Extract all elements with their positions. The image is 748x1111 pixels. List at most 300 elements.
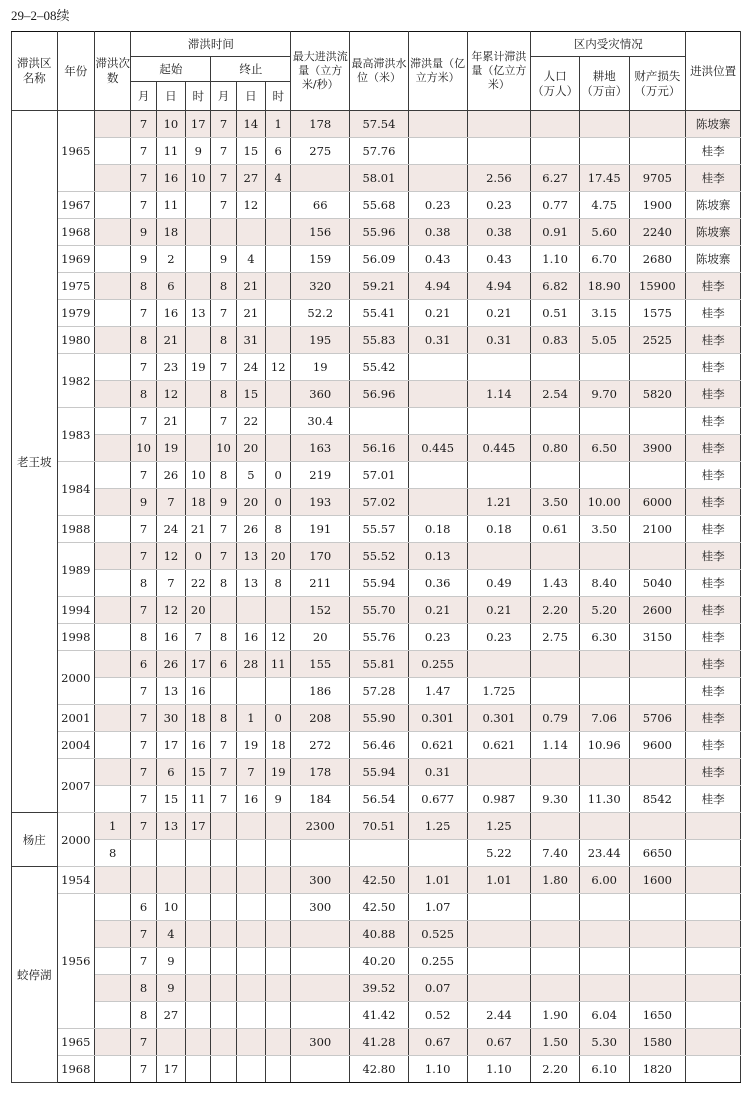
start-hour-cell [186, 435, 211, 462]
year-cell: 1979 [57, 300, 94, 327]
table-row [12, 678, 741, 705]
affected-population-cell: 1.14 [531, 732, 580, 759]
end-hour-cell [266, 597, 291, 624]
affected-farmland-cell: 6.30 [579, 624, 629, 651]
property-loss-cell [629, 138, 686, 165]
affected-farmland-cell [579, 678, 629, 705]
end-month-cell [211, 1056, 236, 1083]
property-loss-cell: 1580 [629, 1029, 686, 1056]
detention-volume-cell [408, 165, 467, 192]
inlet-location-cell [686, 894, 741, 921]
table-row [12, 894, 741, 921]
start-month-cell: 7 [131, 543, 156, 570]
end-hour-cell [266, 1056, 291, 1083]
flood-count-cell [95, 543, 131, 570]
detention-volume-cell: 0.43 [408, 246, 467, 273]
max-level-cell: 56.46 [350, 732, 409, 759]
end-day-cell: 21 [236, 273, 265, 300]
year-cell: 1965 [57, 1029, 94, 1056]
region-name: 老王坡 [12, 111, 58, 813]
property-loss-cell: 5040 [629, 570, 686, 597]
affected-farmland-cell [579, 408, 629, 435]
annual-volume-cell: 0.301 [467, 705, 531, 732]
property-loss-cell: 1600 [629, 867, 686, 894]
start-hour-cell [186, 1029, 211, 1056]
detention-volume-cell: 0.255 [408, 948, 467, 975]
start-month-cell: 7 [131, 165, 156, 192]
affected-farmland-cell [579, 651, 629, 678]
detention-volume-cell: 0.525 [408, 921, 467, 948]
start-month-cell: 6 [131, 651, 156, 678]
start-hour-cell [186, 408, 211, 435]
end-day-cell: 15 [236, 381, 265, 408]
start-month-cell: 8 [131, 624, 156, 651]
end-month-cell: 8 [211, 381, 236, 408]
start-day-cell: 10 [156, 894, 185, 921]
start-day-cell: 18 [156, 219, 185, 246]
end-hour-cell [266, 894, 291, 921]
affected-farmland-cell [579, 813, 629, 840]
start-month-cell [131, 840, 156, 867]
inlet-location-cell: 桂李 [686, 732, 741, 759]
inlet-location-cell: 陈坡寨 [686, 246, 741, 273]
annual-volume-cell [467, 921, 531, 948]
header-population-unit: （万人） [532, 83, 579, 98]
end-day-cell: 16 [236, 624, 265, 651]
year-cell: 1954 [57, 867, 94, 894]
affected-population-cell: 0.51 [531, 300, 580, 327]
affected-population-cell: 2.20 [531, 1056, 580, 1083]
affected-population-cell [531, 354, 580, 381]
flood-count-cell [95, 975, 131, 1002]
end-hour-cell [266, 192, 291, 219]
header-max-level: 最高滞洪水位（米） [350, 32, 409, 111]
end-hour-cell: 0 [266, 705, 291, 732]
affected-farmland-cell [579, 138, 629, 165]
max-inflow-cell: 178 [291, 759, 350, 786]
annual-volume-cell: 0.987 [467, 786, 531, 813]
year-cell: 2000 [57, 651, 94, 705]
end-month-cell: 7 [211, 543, 236, 570]
end-hour-cell [266, 435, 291, 462]
start-hour-cell: 18 [186, 489, 211, 516]
max-level-cell: 56.09 [350, 246, 409, 273]
start-day-cell: 11 [156, 138, 185, 165]
max-inflow-cell: 155 [291, 651, 350, 678]
table-row [12, 921, 741, 948]
annual-volume-cell [467, 543, 531, 570]
affected-population-cell [531, 138, 580, 165]
affected-population-cell [531, 408, 580, 435]
start-hour-cell: 17 [186, 111, 211, 138]
affected-population-cell: 1.90 [531, 1002, 580, 1029]
start-month-cell: 7 [131, 516, 156, 543]
end-hour-cell [266, 381, 291, 408]
end-hour-cell [266, 975, 291, 1002]
max-inflow-cell: 184 [291, 786, 350, 813]
start-day-cell: 23 [156, 354, 185, 381]
start-month-cell: 7 [131, 786, 156, 813]
end-day-cell [236, 867, 265, 894]
property-loss-cell: 1900 [629, 192, 686, 219]
annual-volume-cell: 0.31 [467, 327, 531, 354]
affected-population-cell: 6.82 [531, 273, 580, 300]
header-start-month: 月 [131, 82, 156, 111]
end-month-cell [211, 813, 236, 840]
flood-count-cell [95, 948, 131, 975]
max-level-cell [350, 840, 409, 867]
start-hour-cell: 16 [186, 678, 211, 705]
max-level-cell: 57.02 [350, 489, 409, 516]
affected-population-cell [531, 813, 580, 840]
affected-farmland-cell [579, 462, 629, 489]
affected-population-cell [531, 759, 580, 786]
year-cell: 1980 [57, 327, 94, 354]
table-row [12, 435, 741, 462]
flood-count-cell [95, 408, 131, 435]
max-level-cell: 55.96 [350, 219, 409, 246]
end-month-cell: 8 [211, 624, 236, 651]
max-inflow-cell [291, 921, 350, 948]
table-row [12, 381, 741, 408]
year-cell: 2001 [57, 705, 94, 732]
header-max-inflow: 最大进洪流量（立方米/秒） [291, 32, 350, 111]
start-month-cell: 8 [131, 381, 156, 408]
year-cell: 1975 [57, 273, 94, 300]
affected-farmland-cell [579, 975, 629, 1002]
end-month-cell: 8 [211, 570, 236, 597]
header-farmland-label: 耕地 [592, 68, 616, 83]
table-row [12, 948, 741, 975]
end-day-cell: 20 [236, 489, 265, 516]
table-row [12, 759, 741, 786]
end-hour-cell: 0 [266, 489, 291, 516]
table-row [12, 408, 741, 435]
affected-farmland-cell: 5.05 [579, 327, 629, 354]
max-inflow-cell: 19 [291, 354, 350, 381]
start-day-cell: 26 [156, 651, 185, 678]
header-loss-label: 财产损失 [634, 68, 681, 83]
inlet-location-cell [686, 1002, 741, 1029]
start-hour-cell: 18 [186, 705, 211, 732]
start-month-cell: 8 [131, 327, 156, 354]
inlet-location-cell: 陈坡寨 [686, 219, 741, 246]
table-header [12, 32, 741, 111]
flood-detention-table [11, 31, 741, 1083]
start-month-cell: 9 [131, 489, 156, 516]
annual-volume-cell: 0.23 [467, 624, 531, 651]
property-loss-cell [629, 354, 686, 381]
flood-count-cell [95, 759, 131, 786]
detention-volume-cell: 0.38 [408, 219, 467, 246]
affected-farmland-cell [579, 543, 629, 570]
end-hour-cell [266, 840, 291, 867]
max-inflow-cell: 211 [291, 570, 350, 597]
end-day-cell [236, 948, 265, 975]
start-hour-cell [186, 381, 211, 408]
property-loss-cell: 2600 [629, 597, 686, 624]
end-day-cell [236, 597, 265, 624]
max-inflow-cell [291, 1056, 350, 1083]
start-day-cell: 17 [156, 1056, 185, 1083]
detention-volume-cell: 0.31 [408, 327, 467, 354]
end-month-cell: 10 [211, 435, 236, 462]
inlet-location-cell: 桂李 [686, 489, 741, 516]
start-month-cell: 7 [131, 300, 156, 327]
start-hour-cell: 20 [186, 597, 211, 624]
property-loss-cell: 9600 [629, 732, 686, 759]
affected-farmland-cell: 3.15 [579, 300, 629, 327]
inlet-location-cell: 桂李 [686, 651, 741, 678]
end-hour-cell [266, 921, 291, 948]
header-end-hour: 时 [266, 82, 291, 111]
start-day-cell: 9 [156, 975, 185, 1002]
detention-volume-cell: 0.13 [408, 543, 467, 570]
header-start: 起始 [131, 57, 211, 82]
annual-volume-cell [467, 354, 531, 381]
table-row [12, 192, 741, 219]
max-level-cell: 55.70 [350, 597, 409, 624]
inlet-location-cell: 桂李 [686, 273, 741, 300]
inlet-location-cell: 桂李 [686, 570, 741, 597]
affected-farmland-cell: 6.04 [579, 1002, 629, 1029]
start-hour-cell: 13 [186, 300, 211, 327]
max-inflow-cell: 191 [291, 516, 350, 543]
start-hour-cell: 11 [186, 786, 211, 813]
annual-volume-cell: 1.10 [467, 1056, 531, 1083]
table-row [12, 138, 741, 165]
detention-volume-cell [408, 381, 467, 408]
affected-farmland-cell: 6.50 [579, 435, 629, 462]
start-hour-cell [186, 327, 211, 354]
start-day-cell: 16 [156, 624, 185, 651]
max-level-cell: 55.94 [350, 570, 409, 597]
start-hour-cell: 15 [186, 759, 211, 786]
start-day-cell: 2 [156, 246, 185, 273]
end-day-cell: 28 [236, 651, 265, 678]
table-row [12, 705, 741, 732]
end-month-cell [211, 219, 236, 246]
affected-farmland-cell: 7.06 [579, 705, 629, 732]
table-row [12, 354, 741, 381]
affected-population-cell [531, 894, 580, 921]
property-loss-cell: 3900 [629, 435, 686, 462]
flood-count-cell [95, 624, 131, 651]
start-day-cell: 27 [156, 1002, 185, 1029]
max-inflow-cell [291, 948, 350, 975]
table-row [12, 111, 741, 138]
detention-volume-cell [408, 489, 467, 516]
start-month-cell: 7 [131, 138, 156, 165]
detention-volume-cell [408, 138, 467, 165]
affected-population-cell [531, 462, 580, 489]
year-cell: 1968 [57, 1056, 94, 1083]
start-month-cell: 7 [131, 813, 156, 840]
start-day-cell: 26 [156, 462, 185, 489]
flood-count-cell [95, 246, 131, 273]
detention-volume-cell: 0.21 [408, 300, 467, 327]
end-day-cell [236, 1029, 265, 1056]
property-loss-cell: 1650 [629, 1002, 686, 1029]
region-name: 蛟停湖 [12, 867, 58, 1083]
table-row [12, 570, 741, 597]
max-level-cell: 55.41 [350, 300, 409, 327]
property-loss-cell [629, 813, 686, 840]
table-row [12, 489, 741, 516]
max-inflow-cell: 163 [291, 435, 350, 462]
max-level-cell: 55.94 [350, 759, 409, 786]
start-hour-cell [186, 246, 211, 273]
affected-farmland-cell: 9.70 [579, 381, 629, 408]
start-hour-cell [186, 219, 211, 246]
affected-farmland-cell: 8.40 [579, 570, 629, 597]
detention-volume-cell: 0.677 [408, 786, 467, 813]
start-day-cell: 9 [156, 948, 185, 975]
end-day-cell [236, 219, 265, 246]
end-month-cell [211, 678, 236, 705]
start-month-cell: 9 [131, 246, 156, 273]
table-row [12, 813, 741, 840]
max-inflow-cell: 300 [291, 1029, 350, 1056]
start-day-cell: 24 [156, 516, 185, 543]
end-hour-cell [266, 948, 291, 975]
detention-volume-cell: 0.67 [408, 1029, 467, 1056]
affected-population-cell: 0.79 [531, 705, 580, 732]
property-loss-cell [629, 948, 686, 975]
annual-volume-cell [467, 975, 531, 1002]
flood-count-cell [95, 516, 131, 543]
start-day-cell: 16 [156, 300, 185, 327]
affected-population-cell: 3.50 [531, 489, 580, 516]
end-hour-cell: 12 [266, 624, 291, 651]
end-month-cell: 7 [211, 138, 236, 165]
inlet-location-cell [686, 1056, 741, 1083]
end-month-cell [211, 867, 236, 894]
start-day-cell [156, 867, 185, 894]
end-month-cell: 9 [211, 246, 236, 273]
end-month-cell [211, 1002, 236, 1029]
affected-population-cell: 0.77 [531, 192, 580, 219]
year-cell: 2007 [57, 759, 94, 813]
property-loss-cell [629, 543, 686, 570]
start-month-cell: 7 [131, 408, 156, 435]
start-day-cell: 12 [156, 381, 185, 408]
annual-volume-cell [467, 759, 531, 786]
start-month-cell: 7 [131, 1029, 156, 1056]
affected-farmland-cell [579, 759, 629, 786]
table-row [12, 543, 741, 570]
header-end: 终止 [211, 57, 291, 82]
affected-population-cell [531, 111, 580, 138]
year-cell: 1982 [57, 354, 94, 408]
property-loss-cell [629, 408, 686, 435]
max-inflow-cell: 320 [291, 273, 350, 300]
header-time: 滞洪时间 [131, 32, 291, 57]
affected-farmland-cell: 6.00 [579, 867, 629, 894]
end-day-cell [236, 894, 265, 921]
affected-farmland-cell [579, 948, 629, 975]
start-day-cell: 13 [156, 678, 185, 705]
detention-volume-cell: 0.36 [408, 570, 467, 597]
start-hour-cell: 17 [186, 813, 211, 840]
start-month-cell: 7 [131, 705, 156, 732]
affected-population-cell: 0.61 [531, 516, 580, 543]
affected-population-cell: 1.50 [531, 1029, 580, 1056]
table-row [12, 1002, 741, 1029]
inlet-location-cell: 陈坡寨 [686, 192, 741, 219]
annual-volume-cell: 0.23 [467, 192, 531, 219]
end-day-cell: 22 [236, 408, 265, 435]
annual-volume-cell [467, 651, 531, 678]
end-month-cell: 8 [211, 462, 236, 489]
end-month-cell [211, 840, 236, 867]
end-day-cell [236, 813, 265, 840]
property-loss-cell: 6000 [629, 489, 686, 516]
inlet-location-cell: 桂李 [686, 786, 741, 813]
end-day-cell: 15 [236, 138, 265, 165]
end-hour-cell: 20 [266, 543, 291, 570]
affected-farmland-cell: 3.50 [579, 516, 629, 543]
detention-volume-cell: 0.255 [408, 651, 467, 678]
annual-volume-cell [467, 894, 531, 921]
end-day-cell [236, 840, 265, 867]
start-day-cell: 30 [156, 705, 185, 732]
year-cell: 1965 [57, 111, 94, 192]
max-inflow-cell: 20 [291, 624, 350, 651]
header-start-hour: 时 [186, 82, 211, 111]
end-day-cell: 21 [236, 300, 265, 327]
max-level-cell: 56.16 [350, 435, 409, 462]
start-hour-cell [186, 867, 211, 894]
end-month-cell: 7 [211, 111, 236, 138]
detention-volume-cell: 1.47 [408, 678, 467, 705]
affected-population-cell: 6.27 [531, 165, 580, 192]
annual-volume-cell: 1.25 [467, 813, 531, 840]
table-row [12, 651, 741, 678]
inlet-location-cell: 桂李 [686, 516, 741, 543]
max-inflow-cell: 219 [291, 462, 350, 489]
start-hour-cell: 7 [186, 624, 211, 651]
start-month-cell [131, 867, 156, 894]
max-level-cell: 55.81 [350, 651, 409, 678]
affected-farmland-cell [579, 111, 629, 138]
start-day-cell: 16 [156, 165, 185, 192]
annual-volume-cell: 0.49 [467, 570, 531, 597]
start-month-cell: 7 [131, 921, 156, 948]
table-row [12, 516, 741, 543]
start-hour-cell: 9 [186, 138, 211, 165]
header-loss [629, 57, 686, 111]
end-hour-cell: 0 [266, 462, 291, 489]
max-level-cell: 39.52 [350, 975, 409, 1002]
max-inflow-cell: 156 [291, 219, 350, 246]
end-month-cell [211, 948, 236, 975]
max-inflow-cell: 30.4 [291, 408, 350, 435]
max-level-cell: 57.54 [350, 111, 409, 138]
end-month-cell [211, 894, 236, 921]
year-cell: 1983 [57, 408, 94, 462]
start-month-cell: 8 [131, 570, 156, 597]
table-row [12, 624, 741, 651]
inlet-location-cell: 桂李 [686, 165, 741, 192]
end-hour-cell [266, 300, 291, 327]
end-month-cell: 6 [211, 651, 236, 678]
start-hour-cell: 19 [186, 354, 211, 381]
header-region: 滞洪区名称 [12, 32, 58, 111]
property-loss-cell [629, 894, 686, 921]
property-loss-cell: 6650 [629, 840, 686, 867]
affected-population-cell: 1.80 [531, 867, 580, 894]
